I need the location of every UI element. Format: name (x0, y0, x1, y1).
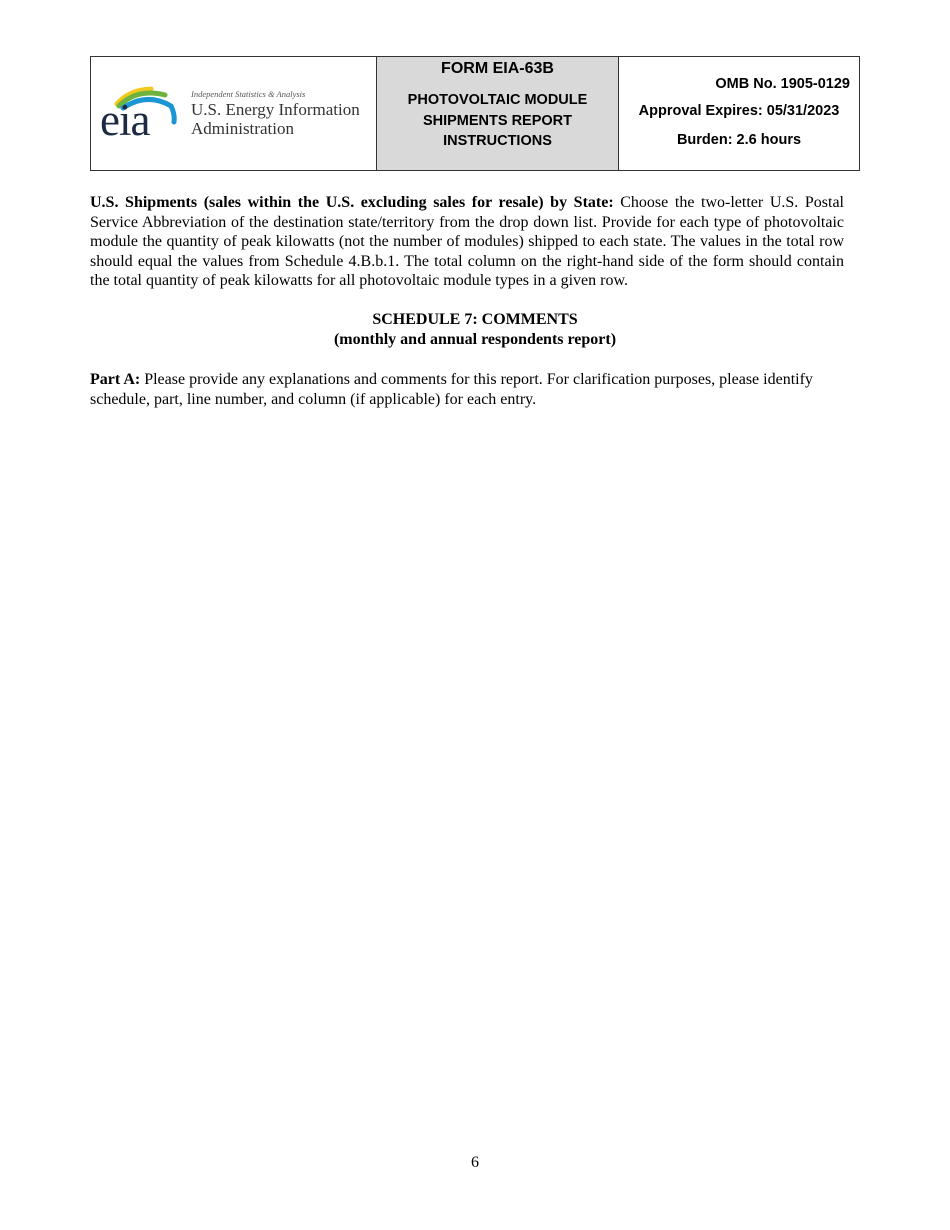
us-shipments-body: Choose the two-letter U.S. Postal Service Abbreviation of the destination state/territory from the drop down list. Provide for each type of photovoltaic module the quantity of peak kilowatts (not the number of modules) shipped to each state. The values in the total row should equal the values from Schedule 4.B.b.1. The total column on the right-hand side of the form should contain the total quantity of peak kilowatts for all photovoltaic module types in a given row. (90, 194, 845, 290)
omb-number: OMB No. 1905-0129 (715, 76, 850, 92)
part-a-lead: Part A: (90, 371, 141, 388)
page-number: 6 (471, 1154, 479, 1171)
agency-name-line1: U.S. Energy Information (191, 100, 360, 119)
us-shipments-paragraph (90, 193, 844, 291)
approval-expires: Approval Expires: 05/31/2023 (638, 103, 840, 119)
agency-name-line2: Administration (191, 119, 294, 138)
schedule7-title: SCHEDULE 7: COMMENTS (372, 311, 578, 328)
form-title-line3: INSTRUCTIONS (443, 133, 552, 149)
eia-logo-icon (99, 84, 179, 144)
eia-logo-cell (91, 57, 377, 170)
burden-hours: Burden: 2.6 hours (676, 132, 802, 148)
part-a-paragraph (90, 370, 844, 409)
eia-logo-letters: eia (100, 94, 150, 145)
agency-tagline: Independent Statistics & Analysis (191, 89, 306, 99)
form-title-line2: SHIPMENTS REPORT (422, 112, 573, 129)
schedule7-subtitle: (monthly and annual respondents report) (333, 331, 617, 348)
agency-name (191, 89, 360, 138)
form-title-line1: PHOTOVOLTAIC MODULE (407, 92, 588, 108)
form-header (90, 56, 860, 171)
form-number: FORM EIA-63B (441, 60, 554, 77)
omb-info-cell (619, 57, 859, 170)
us-shipments-lead: U.S. Shipments (sales within the U.S. excluding sales for resale) by State: (90, 194, 614, 211)
form-title-cell (377, 57, 619, 170)
part-a-body: Please provide any explanations and comments for this report. For clarification purposes, please identify schedule, part, line number, and column (if applicable) for each entry. (90, 371, 813, 408)
